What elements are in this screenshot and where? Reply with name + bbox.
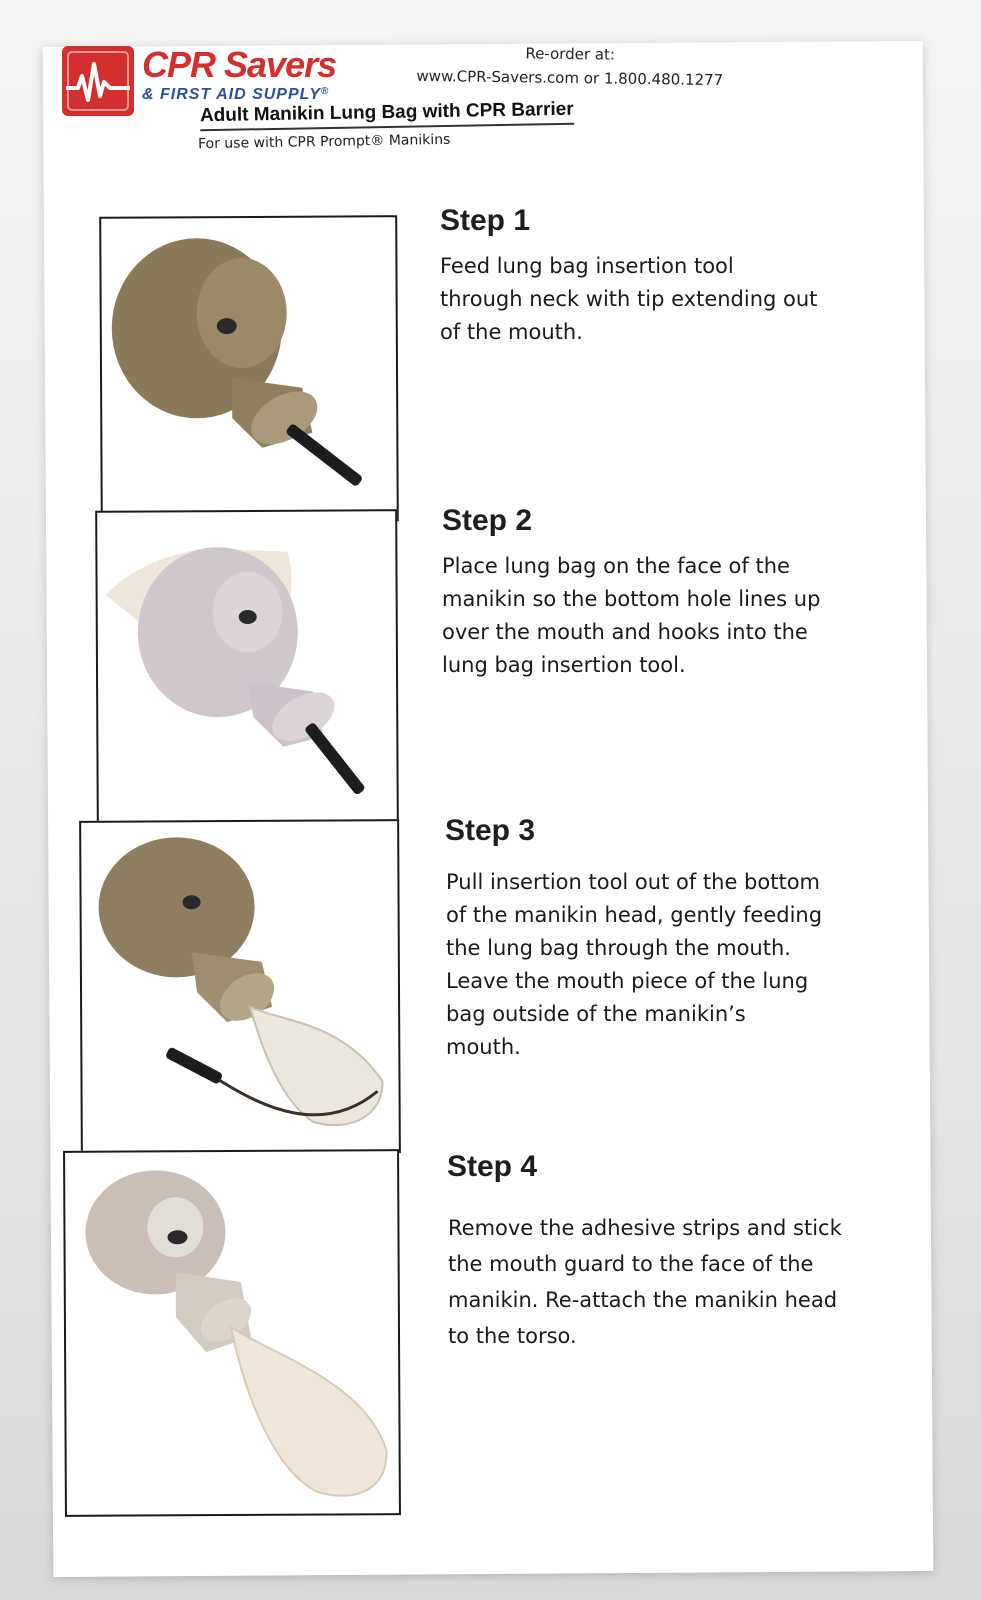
heartbeat-icon bbox=[62, 46, 134, 116]
step-4-photo bbox=[63, 1149, 401, 1517]
brand-tagline bbox=[142, 86, 329, 104]
step-3-photo bbox=[79, 819, 401, 1155]
step-1-text: Feed lung bag insertion tool through neck with tip extending out of the mouth. bbox=[440, 254, 818, 344]
step-2-heading: Step 2 bbox=[442, 504, 533, 537]
reorder-info bbox=[390, 39, 751, 92]
step-3-heading: Step 3 bbox=[445, 814, 536, 847]
step-4-heading: Step 4 bbox=[447, 1150, 538, 1183]
brand-name: CPR Savers bbox=[142, 44, 337, 85]
reorder-contact[interactable]: www.CPR-Savers.com or 1.800.480.1277 bbox=[416, 66, 724, 90]
step-4-text: Remove the adhesive strips and stick the mouth guard to the face of the manikin. Re-attach the manikin head to the torso. bbox=[448, 1216, 842, 1348]
registered-mark: ® bbox=[320, 86, 330, 97]
step-3-text: Pull insertion tool out of the bottom of the manikin head, gently feeding the lung bag through the mouth. Leave the mouth piece of the lung bag outside of the manikin’s mouth. bbox=[446, 870, 823, 1059]
step-2-photo bbox=[95, 509, 399, 827]
reorder-label: Re-order at: bbox=[525, 44, 616, 64]
page-title: Adult Manikin Lung Bag with CPR Barrier bbox=[200, 99, 574, 132]
brand-tagline-text: & FIRST AID SUPPLY bbox=[142, 86, 321, 103]
page-subtitle: For use with CPR Prompt® Manikins bbox=[197, 131, 451, 153]
step-2-text: Place lung bag on the face of the manikin so the bottom hole lines up over the mouth and hooks into the lung bag insertion tool. bbox=[442, 554, 821, 677]
step-1-heading: Step 1 bbox=[440, 204, 531, 237]
step-1-photo bbox=[99, 215, 399, 523]
